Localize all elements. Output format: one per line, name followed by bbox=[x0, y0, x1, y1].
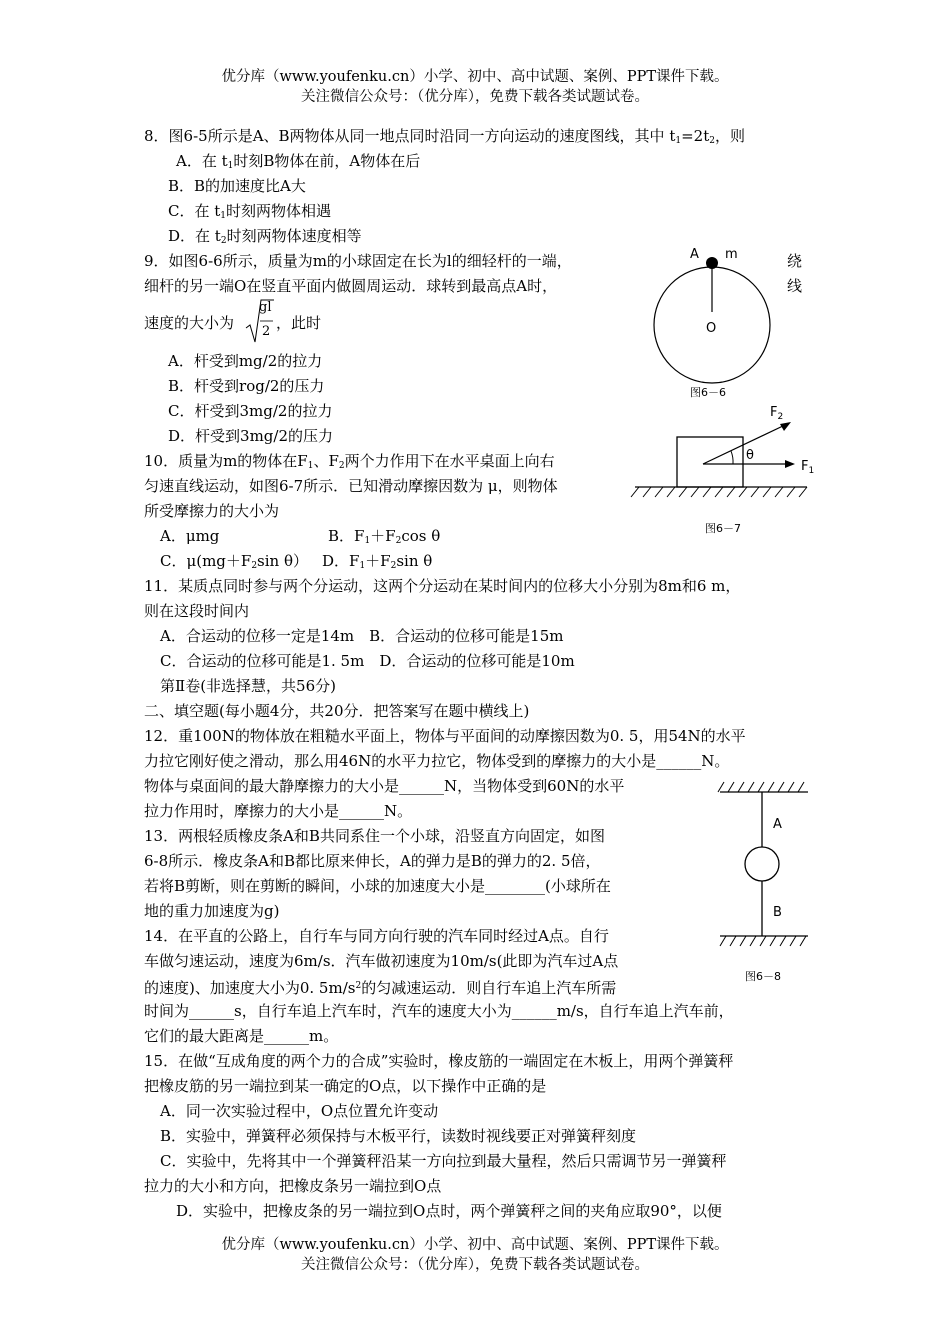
footer-line-2: 关注微信公众号：（优分库），免费下载各类试题试卷。 bbox=[301, 1257, 649, 1273]
q9-option-d: D．杆受到3mg/2的压力 bbox=[168, 427, 333, 445]
force-f2-line bbox=[703, 425, 785, 464]
fig67-label-theta: θ bbox=[746, 448, 754, 463]
q15-line-1: 15．在做“互成角度的两个力的合成”实验时，橡皮筋的一端固定在木板上，用两个弹簧秤 bbox=[144, 1052, 734, 1070]
q10-line-2: 匀速直线运动，如图6-7所示．已知滑动摩擦因数为 μ，则物体 bbox=[144, 477, 558, 495]
q14-line-2: 车做匀速运动，速度为6m/s．汽车做初速度为10m/s(此即为汽车过A点 bbox=[144, 952, 619, 970]
q8-option-a: A．在 $t_1$时刻B物体在前，A物体在后 bbox=[176, 152, 421, 171]
fig67-label-f2: $F_2$ bbox=[770, 405, 784, 422]
q10-line-3: 所受摩擦力的大小为 bbox=[144, 502, 280, 520]
q15-line-2: 把橡皮筋的另一端拉到某一确定的O点，以下操作中正确的是 bbox=[144, 1077, 547, 1095]
q14-line-3: 的速度)、加速度大小为0. $5m/s^2$的匀减速运动．则自行车追上汽车所需 bbox=[144, 979, 617, 997]
q12-line-3: 物体与桌面间的最大静摩擦力的大小是______N，当物体受到60N的水平 bbox=[144, 777, 625, 795]
figure-6-8 bbox=[718, 780, 818, 990]
ball bbox=[745, 847, 779, 881]
force-f2-arrowhead bbox=[780, 422, 791, 431]
fig68-label-a: A bbox=[773, 817, 782, 832]
q11-line-2: 则在这段时间内 bbox=[144, 602, 250, 620]
header-line-1: 优分库（www.youfenku.cn）小学、初中、高中试题、案例、PPT课件下载。 bbox=[221, 69, 729, 85]
fig66-caption: 图6－6 bbox=[690, 386, 726, 399]
q9-line-2: 细杆的另一端O在竖直平面内做圆周运动．球转到最高点A时， bbox=[144, 277, 558, 295]
ceiling-hatch bbox=[718, 782, 804, 792]
fig67-label-f1: $F_1$ bbox=[801, 459, 815, 476]
q15-option-d: D．实验中，把橡皮条的另一端拉到O点时，两个弹簧秤之间的夹角应取90°，以便 bbox=[176, 1202, 722, 1220]
q13-line-1: 13．两根轻质橡皮条A和B共同系住一个小球，沿竖直方向固定，如图 bbox=[144, 827, 605, 845]
q9-option-a: A．杆受到mg/2的拉力 bbox=[168, 352, 323, 370]
q14-line-5: 它们的最大距离是______m。 bbox=[144, 1027, 339, 1045]
section-fill-blank: 二、填空题(每小题4分，共20分．把答案写在题中横线上) bbox=[144, 702, 530, 720]
fig68-label-b: B bbox=[773, 905, 782, 920]
fig68-caption: 图6－8 bbox=[745, 970, 781, 983]
q9-option-b: B．杆受到rog/2的压力 bbox=[168, 377, 325, 395]
q9-line-3-pre: 速度的大小为 bbox=[144, 314, 235, 332]
sqrt-denominator: 2 bbox=[262, 324, 271, 339]
q8-stem: 8．图6-5所示是A、B两物体从同一地点同时沿同一方向运动的速度图线，其中 $t_1=2t_2$，则 bbox=[144, 127, 745, 146]
q14-line-1: 14．在平直的公路上，自行车与同方向行驶的汽车同时经过A点。自行 bbox=[144, 927, 609, 945]
q9-line-1: 9．如图6-6所示，质量为m的小球固定在长为l的细轻杆的一端， bbox=[144, 252, 572, 270]
ground-hatch bbox=[631, 487, 807, 497]
figure-6-6 bbox=[650, 240, 775, 400]
q12-line-4: 拉力作用时，摩擦力的大小是______N。 bbox=[144, 802, 413, 820]
fig67-caption: 图6－7 bbox=[705, 522, 741, 535]
q9-line-3-post: ，此时 bbox=[276, 314, 322, 332]
fig66-label-a: A bbox=[690, 247, 699, 262]
q10-option-b: B．$F_1+F_2\cos$ θ bbox=[328, 527, 441, 546]
ball bbox=[706, 257, 718, 269]
q13-line-3: 若将B剪断，则在剪断的瞬间，小球的加速度大小是________(小球所在 bbox=[144, 877, 611, 895]
q8-option-d: D．在 $t_2$时刻两物体速度相等 bbox=[168, 227, 362, 246]
q8-option-c: C．在 $t_1$时刻两物体相遇 bbox=[168, 202, 332, 221]
q11-options-ab: A．合运动的位移一定是14m B．合运动的位移可能是15m bbox=[160, 627, 564, 645]
footer-line-1: 优分库（www.youfenku.cn）小学、初中、高中试题、案例、PPT课件下载。 bbox=[221, 1237, 729, 1253]
q10-line-1: 10．质量为m的物体在$F_1$、$F_2$两个力作用下在水平桌面上向右 bbox=[144, 452, 555, 471]
sqrt-numerator: gl bbox=[259, 300, 272, 315]
force-f1-arrowhead bbox=[785, 460, 795, 468]
fig66-label-o: O bbox=[706, 321, 717, 336]
q13-line-2: 6-8所示．橡皮条A和B都比原来伸长，A的弹力是B的弹力的2. 5倍， bbox=[144, 852, 601, 870]
q10-option-d: D．$F_1+F_2\sin$ θ bbox=[322, 552, 433, 571]
angle-arc bbox=[731, 451, 733, 464]
fig66-label-m: m bbox=[725, 247, 738, 262]
q12-line-1: 12．重100N的物体放在粗糙水平面上，物体与平面间的动摩擦因数为0. 5，用54N的水平 bbox=[144, 727, 746, 745]
q14-line-4: 时间为______s，自行车追上汽车时，汽车的速度大小为______m/s，自行车追上汽车前， bbox=[144, 1002, 734, 1020]
q9-side-char-1: 绕 bbox=[787, 252, 803, 270]
floor-hatch bbox=[720, 936, 806, 946]
q11-line-1: 11．某质点同时参与两个分运动，这两个分运动在某时间内的位移大小分别为8m和6 m， bbox=[144, 577, 741, 595]
header-line-2: 关注微信公众号：（优分库），免费下载各类试题试卷。 bbox=[301, 89, 649, 105]
figure-6-7 bbox=[635, 400, 825, 540]
q15-option-c-line-2: 拉力的大小和方向，把橡皮条另一端拉到O点 bbox=[144, 1177, 442, 1195]
q12-line-2: 力拉它刚好使之滑动，那么用46N的水平力拉它，物体受到的摩擦力的大小是______N。 bbox=[144, 752, 730, 770]
part2-title: 第Ⅱ卷(非选择慧，共56分) bbox=[160, 677, 336, 695]
q15-option-c-line-1: C．实验中，先将其中一个弹簧秤沿某一方向拉到最大量程，然后只需调节另一弹簧秤 bbox=[160, 1152, 727, 1170]
q9-option-c: C．杆受到3mg/2的拉力 bbox=[168, 402, 333, 420]
q15-option-b: B．实验中，弹簧秤必须保持与木板平行，读数时视线要正对弹簧秤刻度 bbox=[160, 1127, 637, 1145]
q11-options-cd: C．合运动的位移可能是1. 5m D．合运动的位移可能是10m bbox=[160, 652, 575, 670]
q8-option-b: B．B的加速度比A大 bbox=[168, 177, 306, 195]
q10-option-a: A．μmg bbox=[160, 527, 220, 545]
q9-side-char-2: 线 bbox=[787, 277, 803, 295]
q10-option-c: C．$\mu(mg+F_2\sin$ θ） bbox=[160, 552, 309, 571]
q13-line-4: 地的重力加速度为g) bbox=[144, 902, 280, 920]
q15-option-a: A．同一次实验过程中，O点位置允许变动 bbox=[160, 1102, 439, 1120]
